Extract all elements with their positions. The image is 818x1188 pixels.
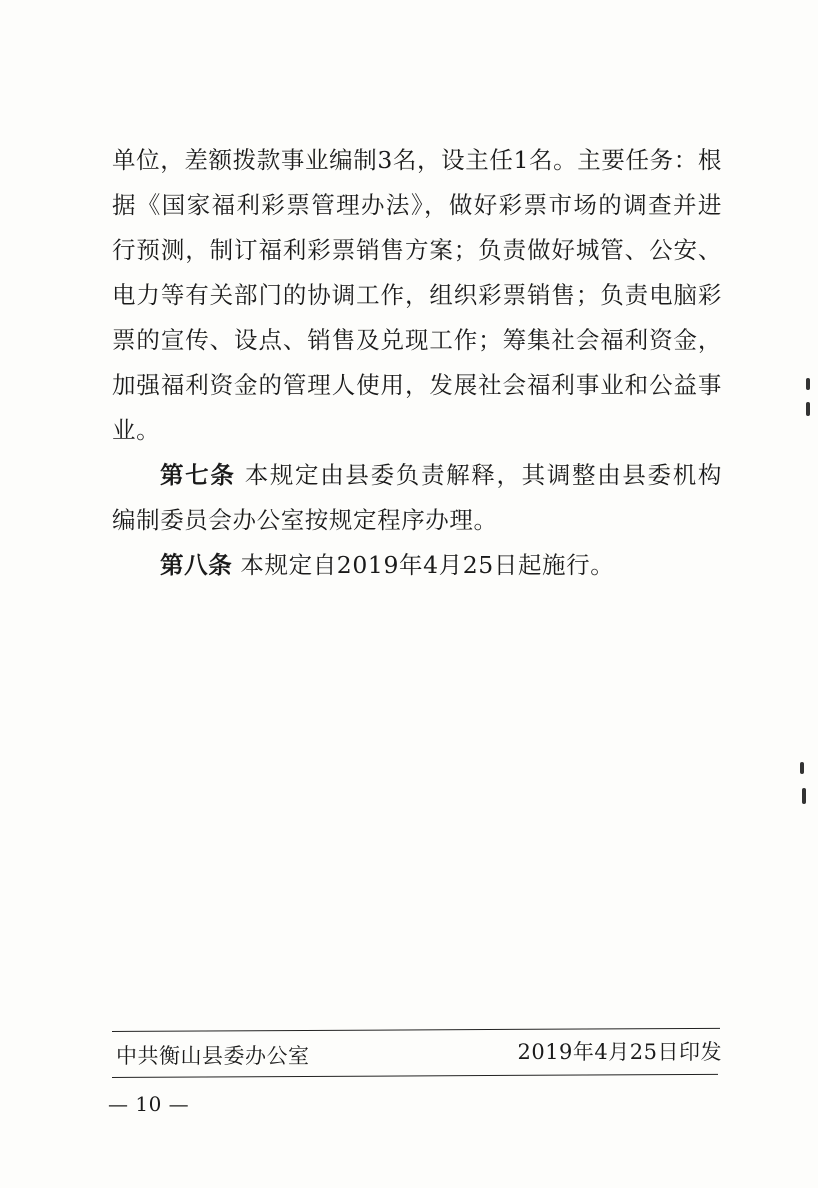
page-number: — 10 — [108, 1092, 190, 1116]
article-8-text: 本规定自2019年4月25日起施行。 [240, 551, 615, 579]
article-7-text: 本规定由县委负责解释，其调整由县委机构编制委员会办公室按规定程序办理。 [112, 461, 722, 534]
body-text [112, 138, 722, 588]
footer-rule-bottom [112, 1074, 718, 1078]
article-8 [112, 543, 722, 588]
article-7-label: 第七条 [160, 461, 236, 489]
paragraph-continued: 单位，差额拨款事业编制3名，设主任1名。主要任务：根据《国家福利彩票管理办法》，做好彩票市场的调查并进行预测，制订福利彩票销售方案；负责做好城管、公安、电力等有关部门的协调工作，组织彩票销售；负责电脑彩票的宣传、设点、销售及兑现工作；筹集社会福利资金，加强福利资金的管理人使用，发展社会福利事业和公益事业。 [112, 146, 722, 444]
issue-date: 2019年4月25日印发 [517, 1040, 722, 1064]
binding-mark [806, 378, 810, 390]
footer-rule-top [112, 1028, 720, 1032]
article-7 [112, 453, 722, 543]
issuer-name: 中共衡山县委办公室 [116, 1044, 310, 1068]
binding-mark [800, 762, 804, 774]
binding-mark [806, 402, 810, 416]
binding-mark [802, 788, 806, 804]
article-8-label: 第八条 [160, 551, 233, 579]
